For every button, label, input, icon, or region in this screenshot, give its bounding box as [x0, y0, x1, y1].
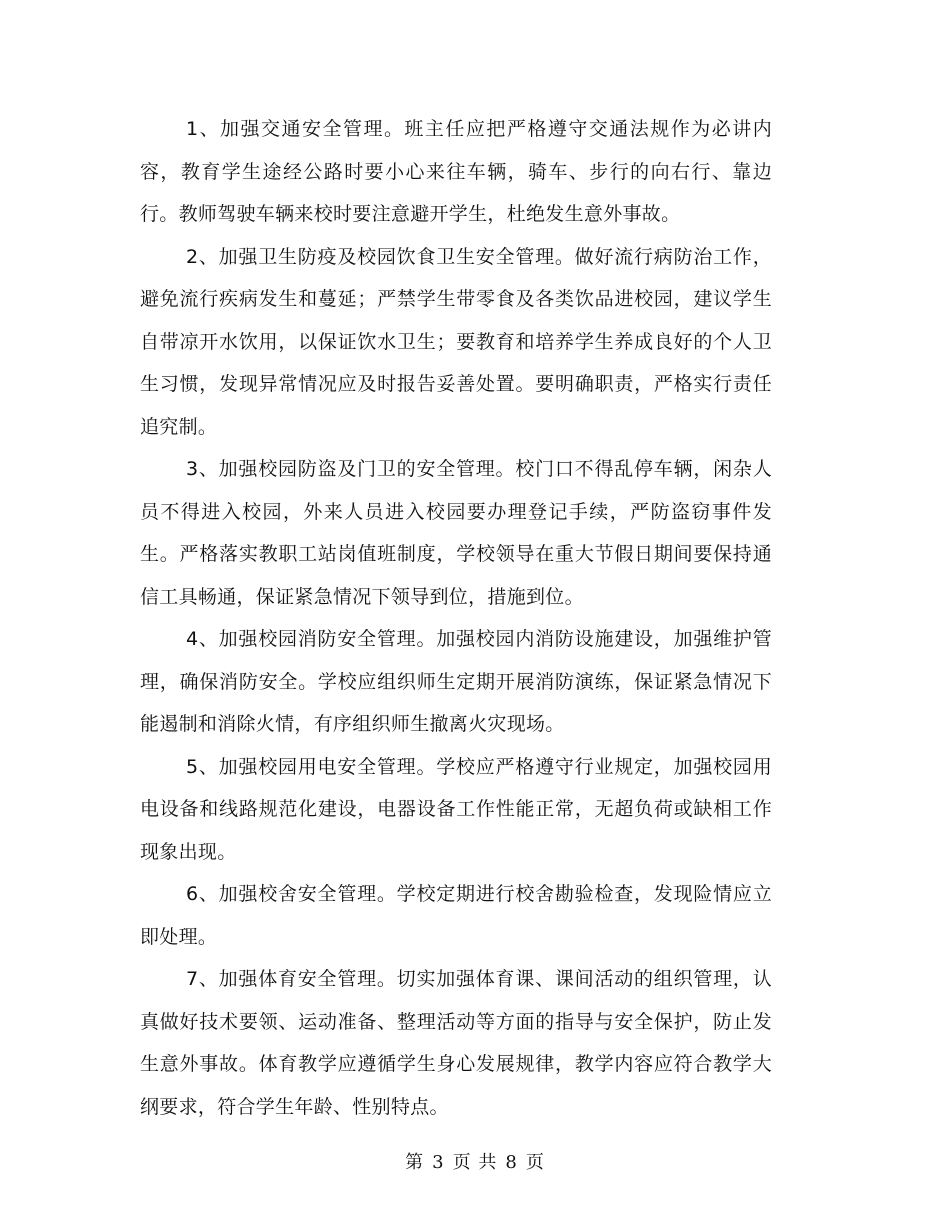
footer-middle: 页 共 — [452, 1152, 498, 1173]
document-body — [140, 108, 772, 1128]
paragraph-theft-gate-safety: 3、加强校园防盗及门卫的安全管理。校门口不得乱停车辆，闲杂人员不得进入校园，外来人员进入校园要办理登记手续，严防盗窃事件发生。严格落实教职工站岗值班制度，学校领导在重大节假日期间要保持通信工具畅通，保证紧急情况下领导到位，措施到位。 — [140, 458, 772, 608]
paragraph-electric-safety: 5、加强校园用电安全管理。学校应严格遵守行业规定，加强校园用电设备和线路规范化建设，电器设备工作性能正常，无超负荷或缺相工作现象出现。 — [140, 755, 772, 863]
paragraph-traffic-safety: 1、加强交通安全管理。班主任应把严格遵守交通法规作为必讲内容，教育学生途经公路时要小心来往车辆，骑车、步行的向右行、靠边行。教师驾驶车辆来校时要注意避开学生，杜绝发生意外事故。 — [140, 118, 772, 225]
paragraph-fire-safety: 4、加强校园消防安全管理。加强校园内消防设施建设，加强维护管理，确保消防安全。学校应组织师生定期开展消防演练，保证紧急情况下能遏制和消除火情，有序组织师生撤离火灾现场。 — [140, 628, 772, 735]
paragraph-hygiene-safety: 2、加强卫生防疫及校园饮食卫生安全管理。做好流行病防治工作，避免流行疾病发生和蔓延；严禁学生带零食及各类饮品进校园，建议学生自带凉开水饮用，以保证饮水卫生；要教育和培养学生养成良好的个人卫生习惯，发现异常情况应及时报告妥善处置。要明确职责，严格实行责任追究制。 — [140, 245, 772, 438]
paragraph-building-safety: 6、加强校舍安全管理。学校定期进行校舍勘验检查，发现险情应立即处理。 — [140, 883, 772, 948]
page-number-footer — [0, 1150, 950, 1176]
footer-suffix: 页 — [525, 1152, 545, 1173]
footer-total-pages: 8 — [505, 1152, 518, 1173]
paragraph-sports-safety: 7、加强体育安全管理。切实加强体育课、课间活动的组织管理，认真做好技术要领、运动准备、整理活动等方面的指导与安全保护，防止发生意外事故。体育教学应遵循学生身心发展规律，教学内容应符合教学大纲要求，符合学生年龄、性别特点。 — [140, 968, 772, 1118]
footer-prefix: 第 — [405, 1152, 425, 1173]
footer-current-page: 3 — [432, 1152, 445, 1173]
